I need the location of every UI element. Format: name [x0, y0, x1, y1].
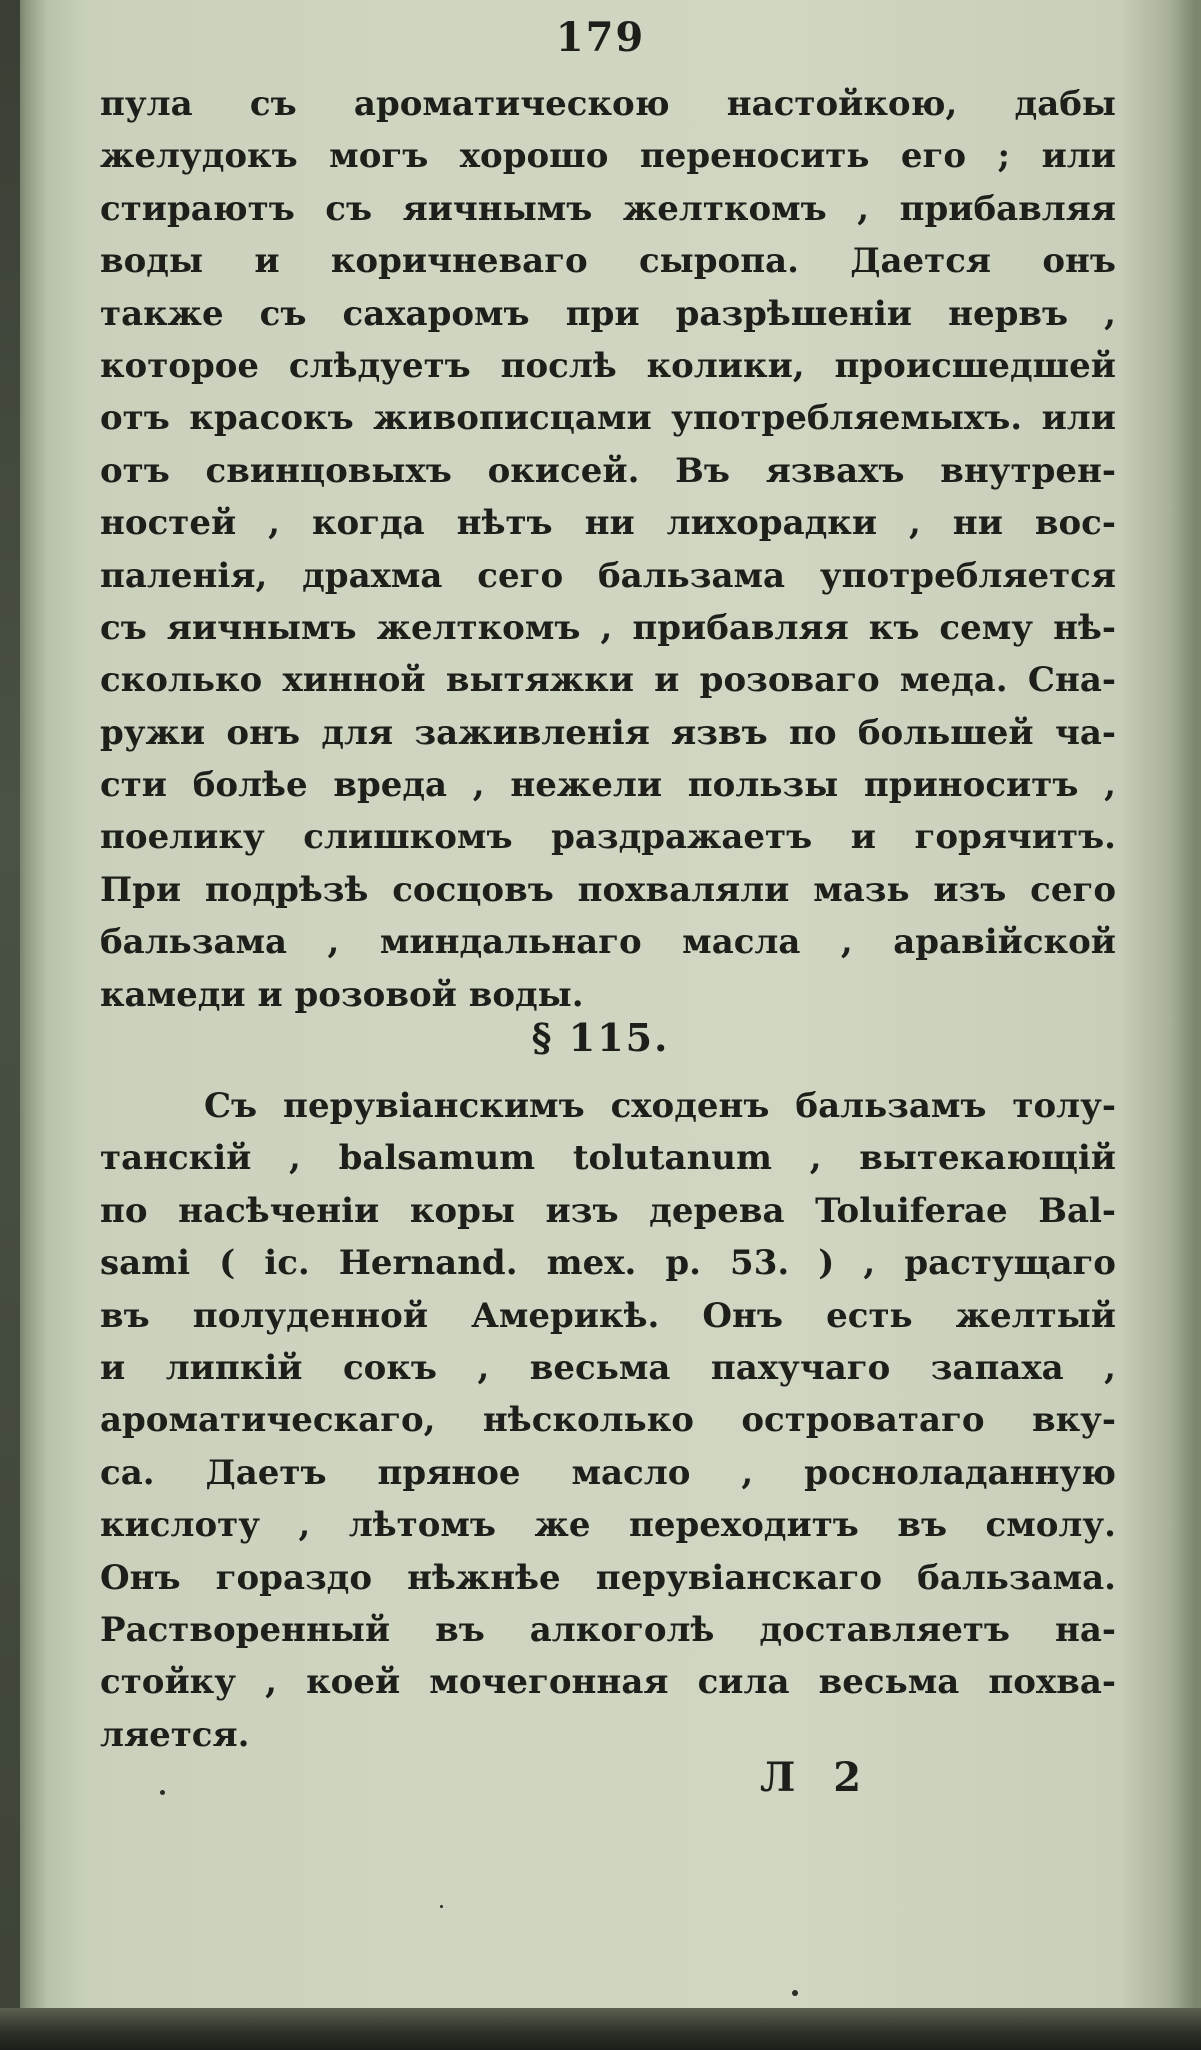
- paragraph-1: [100, 78, 1116, 1021]
- text-line: стойку , коей мочегонная сила весьма похва-: [100, 1662, 1116, 1703]
- page-number: 179: [555, 14, 646, 61]
- section-heading: § 115.: [531, 1015, 670, 1060]
- text-line: ляется.: [100, 1714, 250, 1755]
- text-line: воды и коричневаго сыропа. Дается онъ: [100, 241, 1116, 282]
- text-line: въ полуденной Америкѣ. Онъ есть желтый: [100, 1295, 1116, 1336]
- text-line: съ яичнымъ желткомъ , прибавляя къ сему нѣ-: [100, 607, 1116, 648]
- text-line: Растворенный въ алкоголѣ доставляетъ на-: [100, 1609, 1116, 1650]
- text-line: сколько хинной вытяжки и розоваго меда. Сна-: [100, 660, 1116, 701]
- text-line: камеди и розовой воды.: [100, 974, 584, 1015]
- text-line: желудокъ могъ хорошо переносить его ; или: [100, 136, 1116, 177]
- text-line: кислоту , лѣтомъ же переходитъ въ смолу.: [100, 1505, 1116, 1546]
- text-line: При подрѣзѣ сосцовъ похваляли мазь изъ сего: [100, 869, 1116, 910]
- ink-speck: [440, 1905, 443, 1908]
- text-line: сти болѣе вреда , нежели пользы приноситъ ,: [100, 765, 1116, 806]
- text-line: отъ красокъ живописцами употребляемыхъ. или: [100, 398, 1116, 439]
- paragraph-2: [100, 1080, 1116, 1761]
- ink-speck: [160, 1790, 165, 1795]
- text-line: и липкій сокъ , весьма пахучаго запаха ,: [100, 1347, 1116, 1388]
- text-line: по насѣченіи коры изъ дерева Toluiferae Bal-: [100, 1190, 1116, 1231]
- text-line: которое слѣдуетъ послѣ колики, происшедшей: [100, 345, 1116, 386]
- text-line: sami ( ic. Hernand. mex. p. 53. ) , растущаго: [100, 1243, 1116, 1284]
- text-line: танскій , balsamum tolutanum , вытекающій: [100, 1138, 1116, 1179]
- text-line: ностей , когда нѣтъ ни лихорадки , ни вос-: [100, 503, 1116, 544]
- text-line: пула съ ароматическою настойкою, дабы: [100, 84, 1116, 124]
- text-line: ароматическаго, нѣсколько островатаго вку-: [100, 1400, 1116, 1441]
- text-line: ружи онъ для заживленія язвъ по большей ча-: [100, 712, 1116, 753]
- text-line: поелику слишкомъ раздражаетъ и горячитъ.: [100, 817, 1116, 858]
- text-line: стираютъ съ яичнымъ желткомъ , прибавляя: [100, 188, 1116, 229]
- text-line: Съ перувіанскимъ сходенъ бальзамъ толу-: [204, 1086, 1116, 1126]
- text-line: бальзама , миндальнаго масла , аравійской: [100, 922, 1116, 963]
- text-line: паленія, драхма сего бальзама употребляется: [100, 555, 1116, 596]
- text-line: также съ сахаромъ при разрѣшеніи нервъ ,: [100, 293, 1116, 334]
- signature-mark: Л 2: [760, 1754, 874, 1801]
- text-line: отъ свинцовыхъ окисей. Въ язвахъ внутрен-: [100, 450, 1116, 491]
- text-line: са. Даетъ пряное масло , росноладанную: [100, 1452, 1116, 1493]
- ink-speck: [792, 1990, 798, 1996]
- text-line: Онъ гораздо нѣжнѣе перувіанскаго бальзама.: [100, 1557, 1116, 1598]
